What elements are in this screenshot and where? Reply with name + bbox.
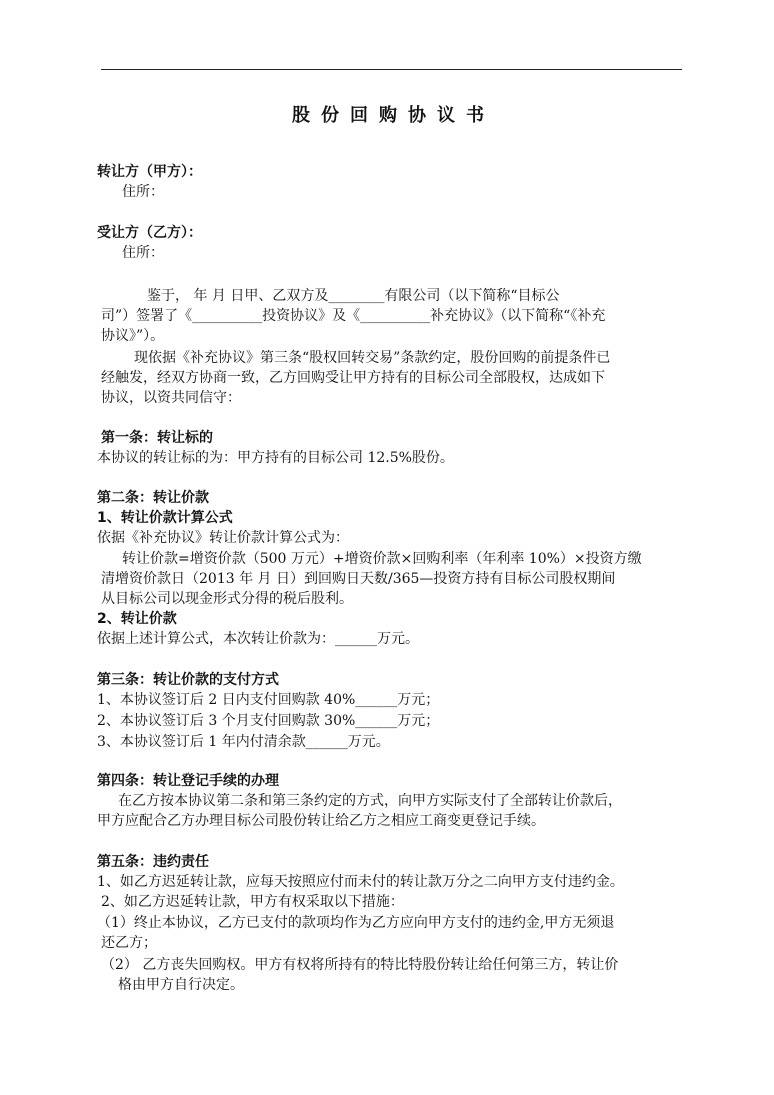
article-4-text-line: 在乙方按本协议第二条和第三条约定的方式，向甲方实际支付了全部转让价款后， <box>118 793 622 809</box>
party-a-address: 住所： <box>122 184 164 200</box>
preamble-line: 经触发，经双方协商一致，乙方回购受让甲方持有的目标公司全部股权，达成如下 <box>101 370 605 386</box>
article-2-subheading-formula: 1、转让价款计算公式 <box>97 510 233 526</box>
header-rule <box>101 69 682 70</box>
article-2-heading: 第二条：转让价款 <box>97 490 209 506</box>
article-2-intro: 依据《补充协议》转让价款计算公式为： <box>97 530 349 546</box>
article-2-price: 依据上述计算公式，本次转让价款为：______万元。 <box>97 631 419 647</box>
preamble-line: 协议，以资共同信守： <box>101 390 241 406</box>
formula-line: 清增资价款日（2013 年 月 日）到回购日天数/365—投资方持有目标公司股权期间 <box>101 571 616 587</box>
article-5-line: 格由甲方自行决定。 <box>118 977 244 993</box>
article-1-text: 本协议的转让标的为：甲方持有的目标公司 12.5%股份。 <box>97 450 454 466</box>
preamble-line: 现依据《补充协议》第三条“股权回转交易”条款约定，股份回购的前提条件已 <box>134 350 611 366</box>
document-title: 股份回购协议书 <box>292 105 495 126</box>
article-5-line: （2） 乙方丧失回购权。甲方有权将所持有的特比特股份转让给任何第三方，转让价 <box>101 957 619 973</box>
formula-line: 转让价款=增资价款（500 万元）+增资价款×回购利率（年利率 10%）×投资方缴 <box>122 551 642 567</box>
payment-item: 2、本协议签订后 3 个月支付回购款 30%______万元； <box>97 713 440 729</box>
party-b-label: 受让方（乙方）： <box>97 225 202 241</box>
article-4-heading: 第四条：转让登记手续的办理 <box>97 773 279 789</box>
article-1-heading: 第一条：转让标的 <box>101 430 213 446</box>
article-5-line: 1、如乙方迟延转让款，应每天按照应付而未付的转让款万分之二向甲方支付违约金。 <box>97 874 624 890</box>
formula-line: 从目标公司以现金形式分得的税后股利。 <box>101 591 353 607</box>
party-b-address: 住所： <box>122 245 164 261</box>
article-5-heading: 第五条：违约责任 <box>97 854 209 870</box>
article-4-text-line: 甲方应配合乙方办理目标公司股份转让给乙方之相应工商变更登记手续。 <box>97 813 545 829</box>
article-2-subheading-price: 2、转让价款 <box>97 611 177 627</box>
payment-item: 3、本协议签订后 1 年内付清余款______万元。 <box>97 734 390 750</box>
article-3-heading: 第三条：转让价款的支付方式 <box>97 672 279 688</box>
preamble-line: 司”）签署了《__________投资协议》及《__________补充协议》（以下简称“《补充 <box>101 308 606 324</box>
preamble-line: 协议》”）。 <box>101 328 165 344</box>
payment-item: 1、本协议签订后 2 日内支付回购款 40%______万元； <box>97 692 440 708</box>
article-5-line: （1）终止本协议，乙方已支付的款项均作为乙方应向甲方支付的违约金,甲方无须退 <box>97 915 615 931</box>
article-5-line: 2、如乙方迟延转让款，甲方有权采取以下措施： <box>101 894 404 910</box>
preamble-line: 鉴于， 年 月 日甲、乙双方及________有限公司（以下简称“目标公 <box>147 288 560 304</box>
party-a-label: 转让方（甲方）： <box>97 164 202 180</box>
article-5-line: 还乙方； <box>101 935 157 951</box>
